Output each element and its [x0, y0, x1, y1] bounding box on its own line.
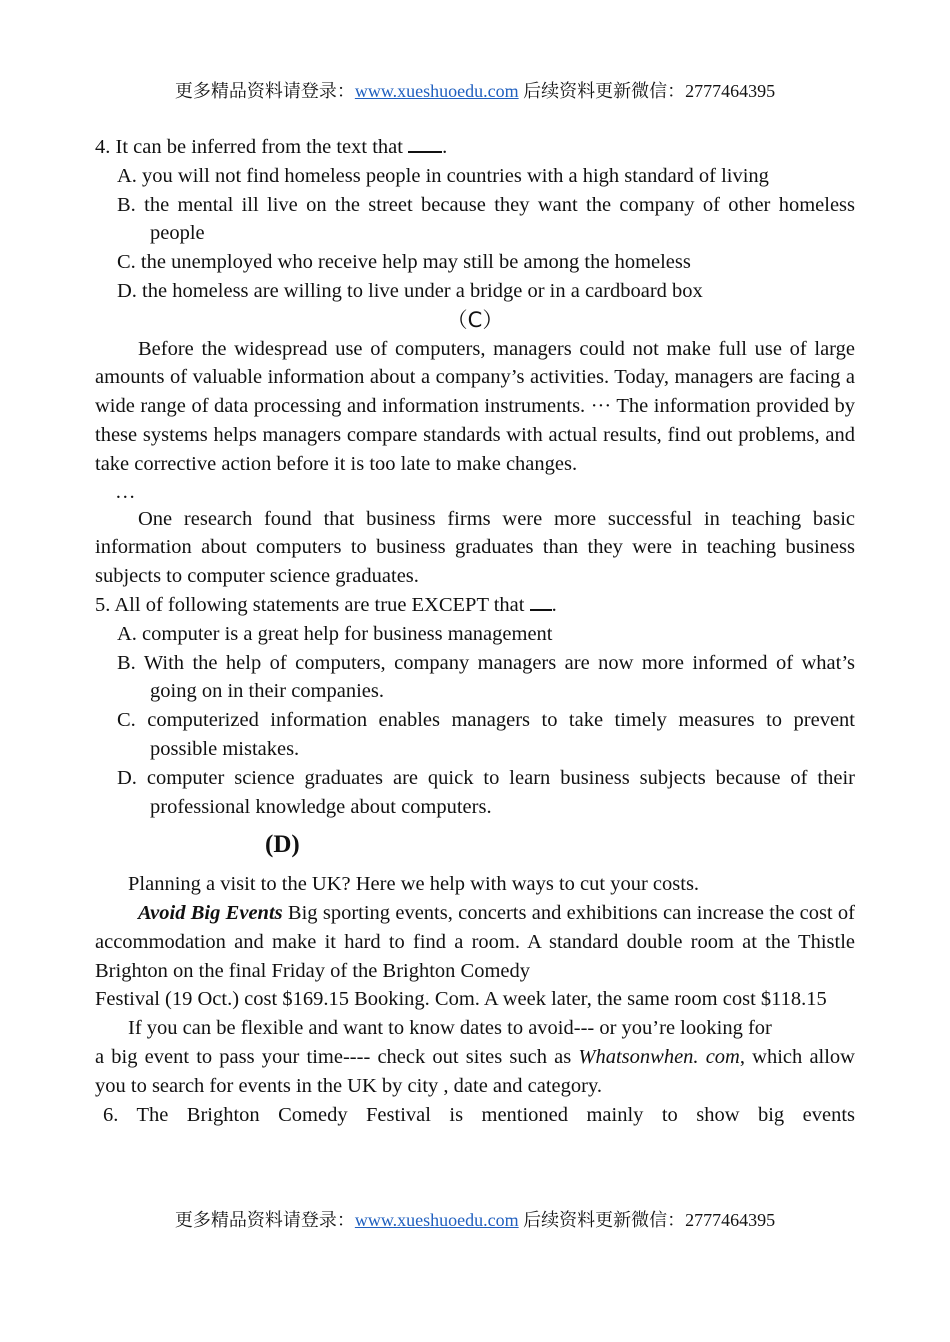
section-d-title: (D) [265, 831, 300, 859]
question-4-option-d: D. the homeless are willing to live under a bridge or in a cardboard box [117, 279, 703, 302]
question-5-stem: 5. All of following statements are true EXCEPT that . [95, 591, 855, 620]
site-name: Whatsonwhen. com [578, 1045, 740, 1068]
question-5-option-d: D. computer science graduates are quick to learn business subjects because of their professional knowledge about computers. [117, 766, 855, 818]
section-d-intro: Planning a visit to the UK? Here we help with ways to cut your costs. [128, 873, 700, 896]
answer-blank [408, 133, 442, 153]
section-c-paragraph-2: One research found that business firms were more successful in teaching basic information about computers to business graduates than they were in teaching business subjects to computer science graduates. [95, 507, 855, 588]
question-4-option-a: A. you will not find homeless people in countries with a high standard of living [117, 164, 769, 187]
question-4-option-b: B. the mental ill live on the street because they want the company of other homeless people [117, 193, 855, 245]
header-link[interactable]: www.xueshuoedu.com [354, 81, 519, 101]
section-d-sites-paragraph: a big event to pass your time---- check out sites such as Whatsonwhen. com, which allow you to search for events in the UK by city , date and category. [95, 1045, 855, 1097]
section-d-festival-line: Festival (19 Oct.) cost $169.15 Booking. Com. A week later, the same room cost $118.15 [95, 988, 827, 1011]
footer-link[interactable]: www.xueshuoedu.com [354, 1210, 519, 1230]
page-header [0, 77, 950, 103]
section-d-flexible-line: If you can be flexible and want to know dates to avoid--- or you’re looking for [128, 1017, 772, 1040]
page-footer [0, 1206, 950, 1232]
section-d-avoid-paragraph: Avoid Big Events Big sporting events, concerts and exhibitions can increase the cost of accommodation and make it hard to find a room. A standard double room at the Thistle Brighton on the final Friday of the Brighton Comedy [95, 901, 855, 982]
header-prefix: 更多精品资料请登录： [174, 81, 355, 101]
question-5-option-a: A. computer is a great help for business management [117, 622, 553, 645]
question-5-option-c: C. computerized information enables managers to take timely measures to prevent possible mistakes. [117, 709, 855, 760]
footer-prefix: 更多精品资料请登录： [174, 1210, 355, 1230]
section-c-paragraph-1: Before the widespread use of computers, managers could not make full use of large amounts of valuable information about a company’s activities. Today, managers are facing a wide range of data processing and information instruments. ··· The information provided by these systems helps managers compare standards with actual results, find out problems, and take corrective action before it is too late to make changes. [95, 337, 855, 475]
question-5-option-b: B. With the help of computers, company managers are now more informed of what’s going on in their companies. [117, 651, 855, 703]
question-4-stem: 4. It can be inferred from the text that . [95, 133, 855, 162]
avoid-big-events-heading: Avoid Big Events [138, 901, 283, 924]
header-suffix: 后续资料更新微信：2777464395 [518, 81, 776, 101]
answer-blank [530, 591, 552, 611]
question-6-stem: 6. The Brighton Comedy Festival is mentioned mainly to show big events [103, 1103, 855, 1126]
section-c-title: （C） [446, 307, 504, 332]
question-4-option-c: C. the unemployed who receive help may still be among the homeless [117, 251, 691, 274]
section-c-ellipsis: … [115, 480, 136, 503]
footer-suffix: 后续资料更新微信：2777464395 [518, 1210, 776, 1230]
document-body [95, 133, 855, 1129]
